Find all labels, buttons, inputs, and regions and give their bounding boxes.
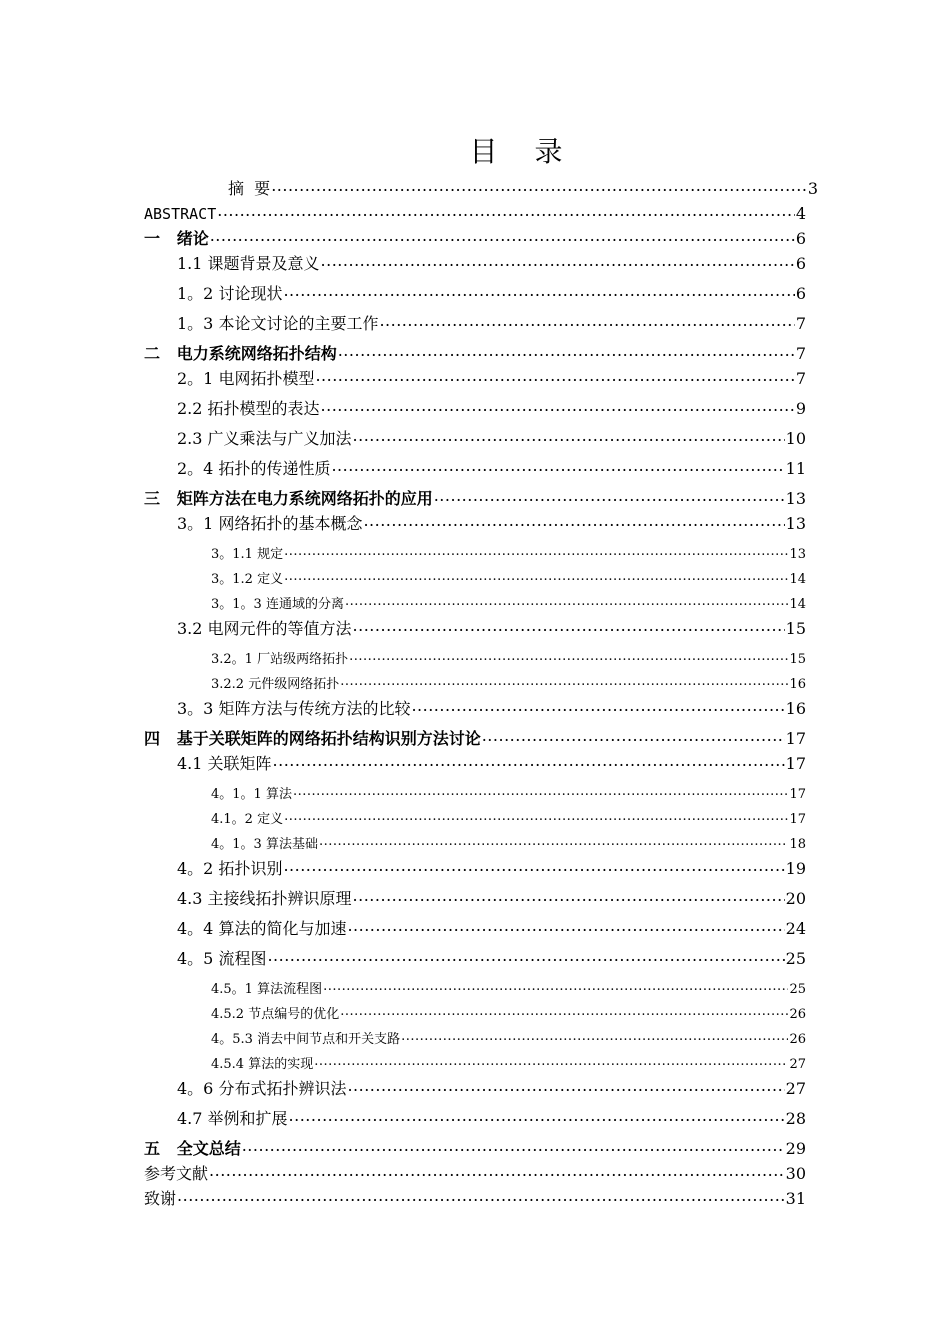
toc-entry-label: 四 基于关联矩阵的网络拓扑结构识别方法讨论 <box>144 729 481 748</box>
toc-entry-label: 3。1.2 定义 <box>211 572 284 587</box>
toc-entry[interactable] <box>211 675 806 691</box>
toc-entry[interactable] <box>177 918 806 937</box>
dot-leader <box>273 753 785 769</box>
toc-entry-label: 3。3 矩阵方法与传统方法的比较 <box>177 699 411 718</box>
toc-entry-page: 27 <box>789 1057 806 1072</box>
toc-entry-page: 11 <box>785 459 806 478</box>
toc-entry-page: 19 <box>785 859 806 878</box>
toc-entry[interactable] <box>177 1108 806 1127</box>
dot-leader <box>379 313 794 329</box>
toc-entry[interactable] <box>144 488 806 507</box>
toc-entry-label: 3.2 电网元件的等值方法 <box>177 619 352 638</box>
dot-leader <box>321 253 795 269</box>
toc-entry[interactable] <box>177 513 806 532</box>
dot-leader <box>340 675 788 688</box>
toc-entry-label: 2。1 电网拓扑模型 <box>177 369 315 388</box>
toc-entry[interactable] <box>177 618 806 637</box>
toc-entry-label: 4.5.2 节点编号的优化 <box>211 1007 340 1022</box>
toc-entry[interactable] <box>211 1055 806 1071</box>
dot-leader <box>267 948 784 964</box>
dot-leader <box>209 1163 785 1179</box>
toc-entry[interactable] <box>211 545 806 561</box>
dot-leader <box>338 343 795 359</box>
toc-entry[interactable] <box>177 858 806 877</box>
toc-entry-label: 4。1。1 算法 <box>211 787 292 802</box>
toc-entry-page: 6 <box>795 229 806 248</box>
toc-entry-page: 30 <box>785 1164 806 1183</box>
toc-entry[interactable] <box>211 785 806 801</box>
toc-entry-page: 17 <box>785 729 806 748</box>
toc-entry[interactable] <box>144 343 806 362</box>
toc-entry[interactable] <box>177 888 806 907</box>
toc-entry-page: 7 <box>795 369 806 388</box>
dot-leader <box>347 918 784 934</box>
toc-entry[interactable] <box>144 1163 806 1182</box>
toc-entry-page: 7 <box>795 344 806 363</box>
toc-entry[interactable] <box>211 835 806 851</box>
toc-entry-label: 4.3 主接线拓扑辨识原理 <box>177 889 352 908</box>
toc-entry-label: 4。5.3 消去中间节点和开关支路 <box>211 1032 401 1047</box>
toc-entry-page: 15 <box>785 619 806 638</box>
toc-entry-label: 4.7 举例和扩展 <box>177 1109 288 1128</box>
toc-entry-label: 3。1.1 规定 <box>211 547 284 562</box>
toc-entry[interactable] <box>211 570 806 586</box>
toc-entry-page: 13 <box>785 514 806 533</box>
dot-leader <box>242 1138 785 1154</box>
dot-leader <box>284 810 788 823</box>
dot-leader <box>482 728 785 744</box>
toc-entry-page: 13 <box>785 489 806 508</box>
toc-entry[interactable] <box>211 650 806 666</box>
toc-entry-page: 7 <box>795 314 806 333</box>
toc-entry-page: 3 <box>807 179 818 198</box>
toc-entry[interactable] <box>177 398 806 417</box>
dot-leader <box>283 283 794 299</box>
dot-leader <box>353 428 785 444</box>
dot-leader <box>434 488 785 504</box>
toc-entry-label: 参考文献 <box>144 1164 209 1183</box>
toc-entry[interactable] <box>177 458 806 477</box>
toc-entry-page: 10 <box>785 429 806 448</box>
dot-leader <box>319 835 789 848</box>
toc-entry[interactable] <box>211 595 806 611</box>
toc-title: 目 录 <box>469 135 577 168</box>
dot-leader <box>210 228 795 244</box>
toc-entry[interactable] <box>211 1005 806 1021</box>
dot-leader <box>283 858 784 874</box>
toc-entry-page: 25 <box>789 982 806 997</box>
toc-entry-page: 16 <box>789 677 806 692</box>
toc-entry-label: 4.1。2 定义 <box>211 812 284 827</box>
toc-entry[interactable] <box>177 948 806 967</box>
toc-entry[interactable] <box>177 753 806 772</box>
toc-entry[interactable] <box>177 283 806 302</box>
toc-entry-page: 14 <box>789 597 806 612</box>
toc-entry[interactable] <box>211 980 806 996</box>
toc-entry-label: 2。4 拓扑的传递性质 <box>177 459 331 478</box>
toc-entry-page: 14 <box>789 572 806 587</box>
toc-entry-page: 29 <box>785 1139 806 1158</box>
toc-entry-label: 一 绪论 <box>144 229 209 248</box>
toc-entry[interactable] <box>144 203 806 222</box>
toc-entry-page: 20 <box>785 889 806 908</box>
toc-entry-page: 16 <box>785 699 806 718</box>
toc-entry-label: 1.1 课题背景及意义 <box>177 254 320 273</box>
toc-entry-label: 二 电力系统网络拓扑结构 <box>144 344 337 363</box>
toc-entry-page: 4 <box>795 204 806 223</box>
dot-leader <box>284 570 788 583</box>
toc-entry[interactable] <box>177 1078 806 1097</box>
toc-entry[interactable] <box>144 228 806 247</box>
toc-entry-page: 27 <box>785 1079 806 1098</box>
toc-entry[interactable] <box>144 1138 806 1157</box>
dot-leader <box>345 595 789 608</box>
toc-entry-label: 4。6 分布式拓扑辨识法 <box>177 1079 347 1098</box>
toc-entry-label: ABSTRACT <box>144 205 217 223</box>
dot-leader <box>349 650 788 663</box>
toc-entry-label: 3。1 网络拓扑的基本概念 <box>177 514 363 533</box>
toc-entry[interactable] <box>177 253 806 272</box>
dot-leader <box>289 1108 785 1124</box>
toc-entry-label: 3.2.2 元件级网络拓扑 <box>211 677 340 692</box>
dot-leader <box>217 203 795 219</box>
toc-entry-page: 28 <box>785 1109 806 1128</box>
toc-entry-page: 26 <box>789 1007 806 1022</box>
toc-entry-label: 4.5。1 算法流程图 <box>211 982 323 997</box>
toc-entry-label: 4。4 算法的简化与加速 <box>177 919 347 938</box>
toc-entry-page: 9 <box>795 399 806 418</box>
dot-leader <box>314 1055 788 1068</box>
toc-entry[interactable] <box>211 1030 806 1046</box>
dot-leader <box>321 398 795 414</box>
toc-entry[interactable] <box>228 178 818 197</box>
toc-entry-label: 4。2 拓扑识别 <box>177 859 283 878</box>
dot-leader <box>411 698 784 714</box>
dot-leader <box>271 178 807 194</box>
toc-entry-label: 3。1。3 连通域的分离 <box>211 597 344 612</box>
dot-leader <box>401 1030 788 1043</box>
dot-leader <box>323 980 788 993</box>
toc-entry[interactable] <box>177 428 806 447</box>
toc-entry-label: 致谢 <box>144 1189 177 1208</box>
toc-entry-page: 6 <box>795 254 806 273</box>
dot-leader <box>284 545 788 558</box>
dot-leader <box>363 513 784 529</box>
dot-leader <box>315 368 794 384</box>
toc-entry[interactable] <box>177 698 806 717</box>
toc-entry-page: 17 <box>789 812 806 827</box>
dot-leader <box>340 1005 788 1018</box>
toc-entry-page: 13 <box>789 547 806 562</box>
toc-entry-page: 15 <box>789 652 806 667</box>
toc-entry[interactable] <box>177 313 806 332</box>
toc-entry-label: 4.5.4 算法的实现 <box>211 1057 314 1072</box>
toc-entry-page: 18 <box>789 837 806 852</box>
toc-entry-page: 6 <box>795 284 806 303</box>
toc-entry-label: 2.3 广义乘法与广义加法 <box>177 429 352 448</box>
toc-entry[interactable] <box>177 368 806 387</box>
toc-entry-label: 五 全文总结 <box>144 1139 241 1158</box>
toc-entry-label: 三 矩阵方法在电力系统网络拓扑的应用 <box>144 489 433 508</box>
toc-entry-label: 2.2 拓扑模型的表达 <box>177 399 320 418</box>
toc-entry-label: 1。2 讨论现状 <box>177 284 283 303</box>
toc-entry-page: 24 <box>785 919 806 938</box>
toc-entry-page: 26 <box>789 1032 806 1047</box>
toc-entry-page: 17 <box>785 754 806 773</box>
toc-entry-label: 4。5 流程图 <box>177 949 267 968</box>
toc-entry-label: 3.2。1 厂站级两络拓扑 <box>211 652 349 667</box>
dot-leader <box>293 785 789 798</box>
toc-entry[interactable] <box>144 728 806 747</box>
toc-entry-label: 4.1 关联矩阵 <box>177 754 272 773</box>
dot-leader <box>353 618 785 634</box>
toc-entry-page: 31 <box>785 1189 806 1208</box>
toc-entry-page: 17 <box>789 787 806 802</box>
toc-entry[interactable] <box>211 810 806 826</box>
toc-entry-label: 摘 要 <box>228 179 271 198</box>
dot-leader <box>177 1188 785 1204</box>
dot-leader <box>347 1078 784 1094</box>
dot-leader <box>331 458 784 474</box>
toc-entry-page: 25 <box>785 949 806 968</box>
toc-entry[interactable] <box>144 1188 806 1207</box>
toc-entry-label: 4。1。3 算法基础 <box>211 837 318 852</box>
dot-leader <box>353 888 785 904</box>
toc-entry-label: 1。3 本论文讨论的主要工作 <box>177 314 379 333</box>
